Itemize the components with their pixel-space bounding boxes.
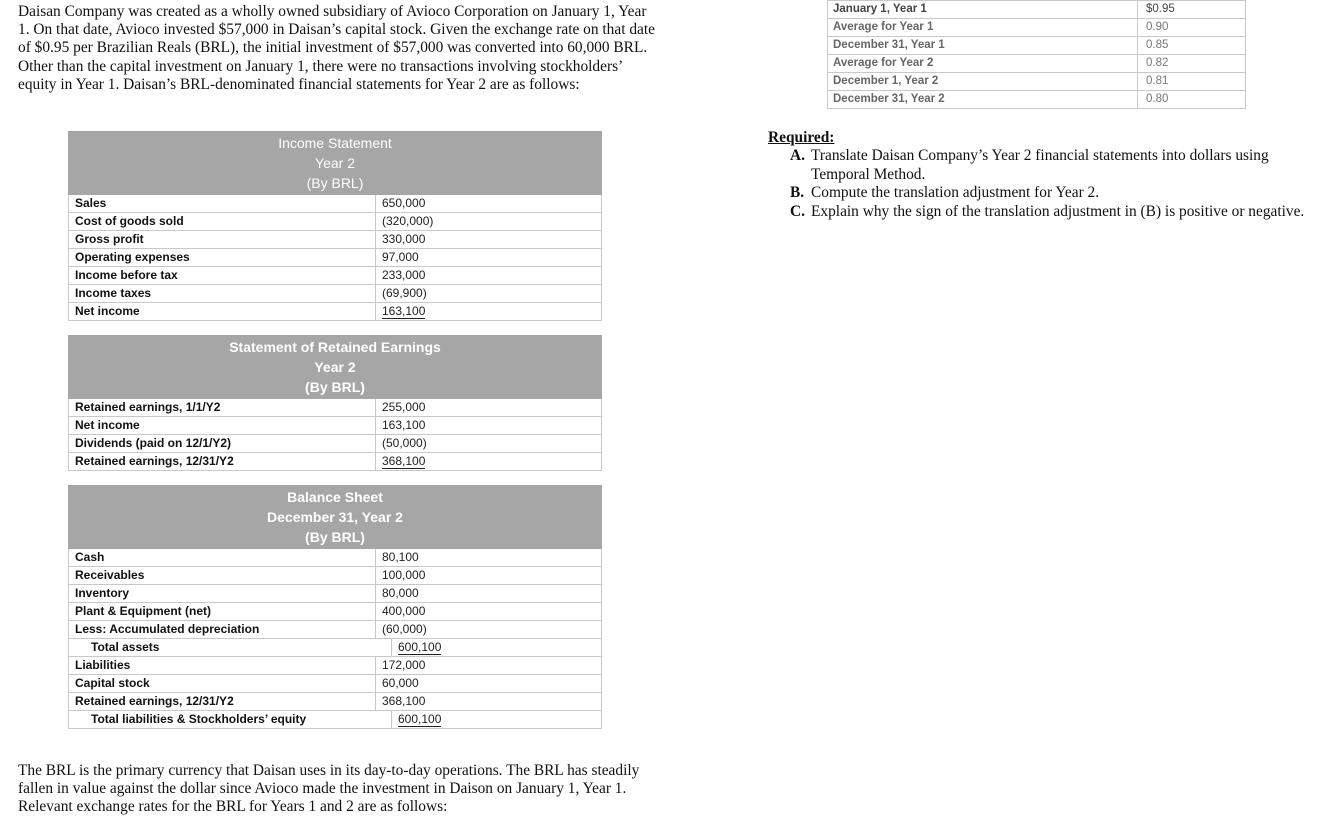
table-row: Cash 80,100 [68, 549, 602, 567]
table-row: Retained earnings, 1/1/Y2 255,000 [68, 399, 602, 417]
table-row: Net income 163,100 [68, 303, 602, 321]
table-row: January 1, Year 1 $0.95 [828, 0, 1245, 19]
total-assets-value: 600,100 [398, 640, 442, 654]
table-row: Total assets 600,100 [68, 639, 602, 657]
table-row: Retained earnings, 12/31/Y2 368,100 [68, 453, 602, 471]
table-row: Total liabilities & Stockholders’ equity 600,100 [68, 711, 602, 729]
total-liabilities-equity-value: 600,100 [398, 712, 442, 726]
retained-earnings-currency: (By BRL) [305, 379, 365, 395]
balance-sheet-header [68, 485, 602, 549]
retained-earnings-table [68, 335, 602, 471]
table-row: Sales 650,000 [68, 195, 602, 213]
table-row: Inventory 80,000 [68, 585, 602, 603]
table-row: Gross profit 330,000 [68, 231, 602, 249]
balance-sheet-currency: (By BRL) [305, 529, 365, 545]
ending-retained-earnings-value: 368,100 [382, 454, 426, 468]
table-row: December 1, Year 2 0.81 [828, 73, 1245, 91]
table-row: Receivables 100,000 [68, 567, 602, 585]
balance-sheet-period: December 31, Year 2 [267, 509, 403, 525]
balance-sheet-table [68, 485, 602, 729]
table-row: Capital stock 60,000 [68, 675, 602, 693]
table-row: Net income 163,100 [68, 417, 602, 435]
table-row: Operating expenses 97,000 [68, 249, 602, 267]
list-item: A. Translate Daisan Company’s Year 2 financial statements into dollars using Temporal Method. [790, 147, 1269, 183]
table-row: Retained earnings, 12/31/Y2 368,100 [68, 693, 602, 711]
net-income-value: 163,100 [382, 304, 426, 318]
retained-earnings-header [68, 335, 602, 399]
table-row: Plant & Equipment (net) 400,000 [68, 603, 602, 621]
income-statement-period: Year 2 [315, 155, 355, 171]
table-row: Dividends (paid on 12/1/Y2) (50,000) [68, 435, 602, 453]
required-title: Required: [768, 129, 835, 146]
table-row: Average for Year 1 0.90 [828, 19, 1245, 37]
exchange-rates-table [827, 0, 1246, 109]
balance-sheet-title: Balance Sheet [287, 489, 383, 505]
table-row: Income taxes (69,900) [68, 285, 602, 303]
income-statement-title: Income Statement [278, 135, 392, 151]
table-row: December 31, Year 1 0.85 [828, 37, 1245, 55]
table-row: Liabilities 172,000 [68, 657, 602, 675]
income-statement-currency: (By BRL) [306, 175, 364, 191]
required-section [768, 129, 1308, 221]
table-row: Less: Accumulated depreciation (60,000) [68, 621, 602, 639]
outro-paragraph: The BRL is the primary currency that Daisan uses in its day-to-day operations. The BRL has steadily fallen in value against the dollar since Avioco made the investment in Daison on January 1, Year 1. Relevant exchange rates for the BRL for Years 1 and 2 are as follows: [18, 762, 640, 816]
retained-earnings-period: Year 2 [314, 359, 356, 375]
income-statement-header [68, 131, 602, 195]
table-row: Cost of goods sold (320,000) [68, 213, 602, 231]
table-row: Average for Year 2 0.82 [828, 55, 1245, 73]
intro-paragraph: Daisan Company was created as a wholly owned subsidiary of Avioco Corporation on January 1, Year 1. On that date, Avioco invested $57,000 in Daisan’s capital stock. Given the exchange rate on that date of $0.95 per Brazilian Reals (BRL), the initial investment of $57,000 was converted into 60,000 BRL. Other than the capital investment on January 1, there were no transactions involving stockholders’ equity in Year 1. Daisan’s BRL-denominated financial statements for Year 2 are as follows: [18, 3, 655, 93]
table-row: December 31, Year 2 0.80 [828, 91, 1245, 109]
income-statement-table [68, 131, 602, 321]
retained-earnings-title: Statement of Retained Earnings [229, 339, 441, 355]
list-item: C. Explain why the sign of the translation adjustment in (B) is positive or negative. [790, 202, 1305, 220]
table-row: Income before tax 233,000 [68, 267, 602, 285]
list-item: B. Compute the translation adjustment for Year 2. [790, 184, 1100, 202]
